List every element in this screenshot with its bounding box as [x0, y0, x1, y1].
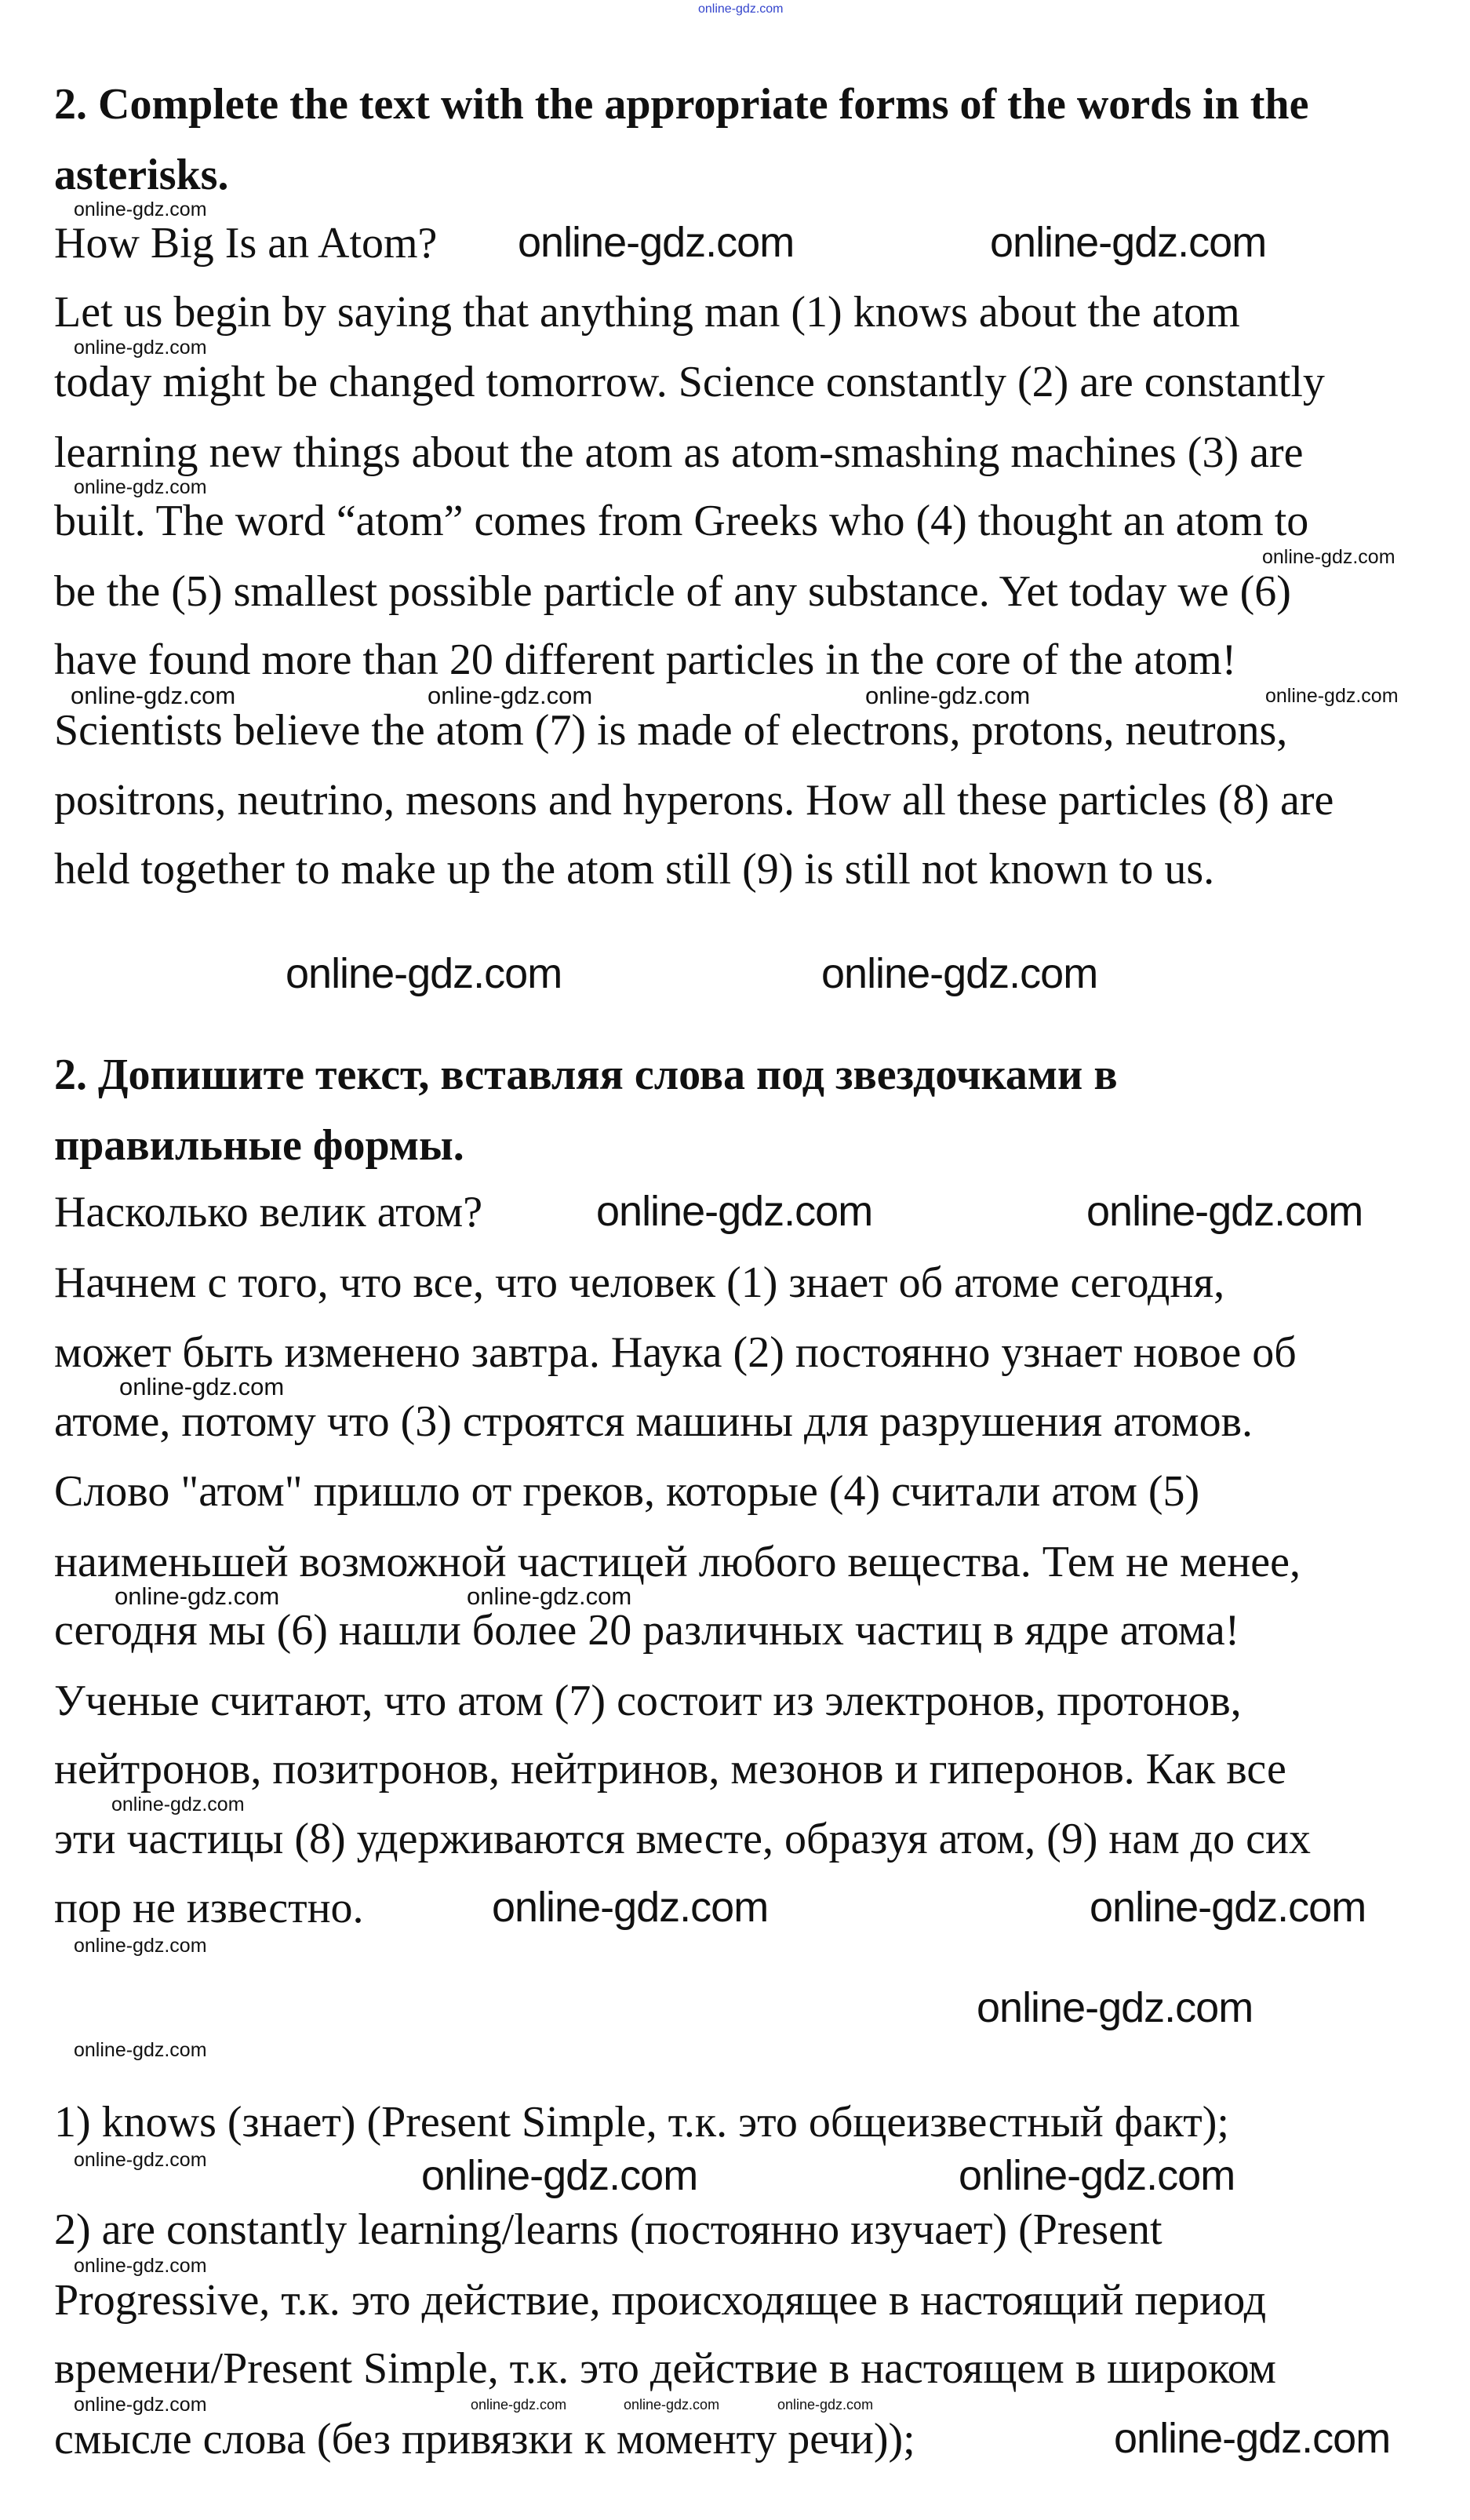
- text-line-ru: Слово "атом" пришло от греков, которые (4) считали атом (5): [54, 1467, 1200, 1516]
- watermark: online-gdz.com: [74, 2149, 207, 2171]
- watermark: online-gdz.com: [777, 2397, 874, 2413]
- text-line-ru: может быть изменено завтра. Наука (2) постоянно узнает новое об: [54, 1328, 1297, 1377]
- watermark: online-gdz.com: [624, 2397, 720, 2413]
- watermark: online-gdz.com: [1262, 546, 1395, 568]
- text-line-en: Scientists believe the atom (7) is made of electrons, protons, neutrons,: [54, 706, 1288, 755]
- watermark: online-gdz.com: [1265, 685, 1399, 707]
- text-line-ru: нейтронов, позитронов, нейтринов, мезонов и гиперонов. Как все: [54, 1745, 1286, 1793]
- watermark-large: online-gdz.com: [821, 950, 1098, 997]
- watermark: online-gdz.com: [71, 682, 236, 709]
- watermark: online-gdz.com: [865, 682, 1031, 709]
- watermark: online-gdz.com: [467, 1582, 632, 1610]
- exercise-heading-en: asterisks.: [54, 151, 229, 199]
- text-line-ru: пор не известно.: [54, 1884, 364, 1932]
- text-line-ru: эти частицы (8) удерживаются вместе, образуя атом, (9) нам до сих: [54, 1815, 1311, 1863]
- answer-line: Progressive, т.к. это действие, происходящее в настоящий период: [54, 2276, 1267, 2325]
- watermark-large: online-gdz.com: [959, 2152, 1235, 2199]
- exercise-heading-en: 2. Complete the text with the appropriate forms of the words in the: [54, 80, 1309, 129]
- text-line-en: held together to make up the atom still (9) is still not known to us.: [54, 845, 1215, 894]
- text-line-ru: атоме, потому что (3) строятся машины для разрушения атомов.: [54, 1397, 1254, 1446]
- watermark-large: online-gdz.com: [1090, 1884, 1366, 1931]
- text-line-ru: наименьшей возможной частицей любого вещества. Тем не менее,: [54, 1538, 1301, 1586]
- watermark: online-gdz.com: [74, 337, 207, 359]
- watermark: online-gdz.com: [471, 2397, 567, 2413]
- watermark-large: online-gdz.com: [492, 1884, 769, 1931]
- text-line-en: learning new things about the atom as atom-smashing machines (3) are: [54, 428, 1304, 477]
- watermark: online-gdz.com: [111, 1793, 245, 1815]
- answer-line: 1) knows (знает) (Present Simple, т.к. это общеизвестный факт);: [54, 2098, 1229, 2147]
- watermark: online-gdz.com: [119, 1373, 285, 1400]
- answer-line: времени/Present Simple, т.к. это действие в настоящем в широком: [54, 2344, 1276, 2393]
- text-line-en: Let us begin by saying that anything man (1) knows about the atom: [54, 288, 1240, 337]
- watermark-large: online-gdz.com: [1114, 2415, 1391, 2462]
- watermark: online-gdz.com: [74, 198, 207, 220]
- watermark-top: online-gdz.com: [698, 2, 784, 16]
- text-line-ru: сегодня мы (6) нашли более 20 различных частиц в ядре атома!: [54, 1606, 1240, 1655]
- watermark-large: online-gdz.com: [518, 219, 795, 266]
- text-line-en: today might be changed tomorrow. Science constantly (2) are constantly: [54, 358, 1325, 406]
- watermark-large: online-gdz.com: [1086, 1188, 1363, 1235]
- text-title-en: How Big Is an Atom?: [54, 219, 438, 268]
- exercise-heading-ru: правильные формы.: [54, 1121, 464, 1170]
- watermark: online-gdz.com: [74, 2255, 207, 2277]
- watermark: online-gdz.com: [115, 1582, 280, 1610]
- watermark: online-gdz.com: [428, 682, 593, 709]
- watermark-large: online-gdz.com: [421, 2152, 698, 2199]
- text-line-en: have found more than 20 different particles in the core of the atom!: [54, 635, 1237, 684]
- text-line-en: built. The word “atom” comes from Greeks who (4) thought an atom to: [54, 497, 1309, 545]
- watermark-large: online-gdz.com: [977, 1984, 1254, 2031]
- watermark: online-gdz.com: [74, 2394, 207, 2416]
- watermark: online-gdz.com: [74, 476, 207, 498]
- text-title-ru: Насколько велик атом?: [54, 1188, 483, 1236]
- watermark: online-gdz.com: [74, 2039, 207, 2061]
- watermark: online-gdz.com: [74, 1935, 207, 1957]
- answer-line: 2) are constantly learning/learns (постоянно изучает) (Present: [54, 2205, 1163, 2254]
- text-line-en: positrons, neutrino, mesons and hyperons. How all these particles (8) are: [54, 776, 1334, 825]
- watermark-large: online-gdz.com: [596, 1188, 873, 1235]
- text-line-ru: Ученые считают, что атом (7) состоит из электронов, протонов,: [54, 1677, 1242, 1725]
- watermark-large: online-gdz.com: [990, 219, 1267, 266]
- exercise-heading-ru: 2. Допишите текст, вставляя слова под звездочками в: [54, 1051, 1118, 1099]
- watermark-large: online-gdz.com: [286, 950, 562, 997]
- text-line-ru: Начнем с того, что все, что человек (1) знает об атоме сегодня,: [54, 1258, 1225, 1307]
- text-line-en: be the (5) smallest possible particle of any substance. Yet today we (6): [54, 567, 1291, 616]
- answer-line: смысле слова (без привязки к моменту речи));: [54, 2415, 915, 2464]
